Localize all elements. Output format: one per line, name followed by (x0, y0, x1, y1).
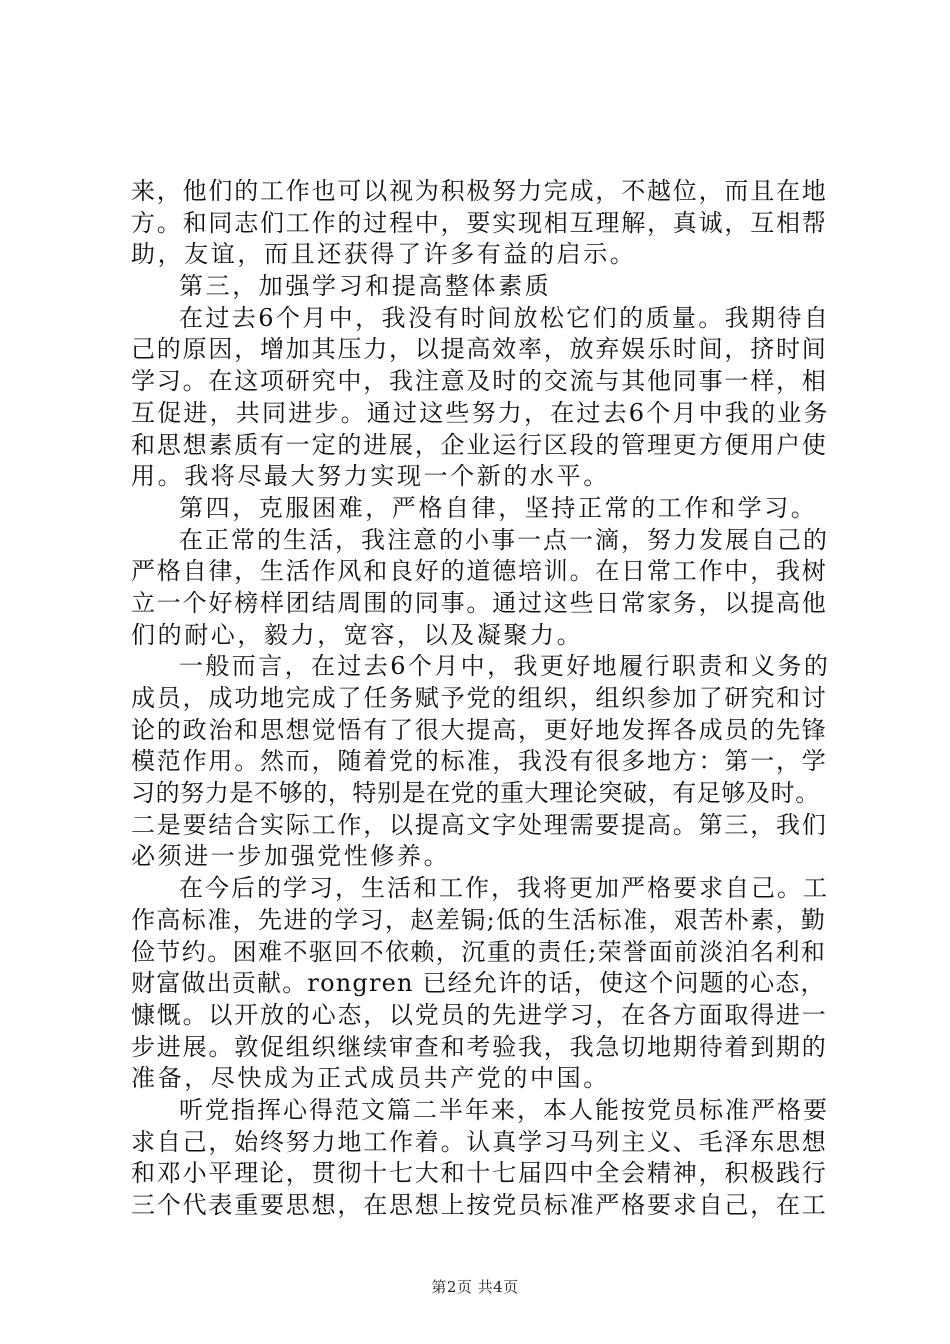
text-line: 求自己，始终努力地工作着。认真学习马列主义、毛泽东思想 (131, 1127, 828, 1156)
text-line: 在正常的生活，我注意的小事一点一滴，努力发展自己的 (179, 525, 829, 554)
text-line: 论的政治和思想觉悟有了很大提高，更好地发挥各成员的先锋 (131, 715, 828, 744)
text-line: 作高标准，先进的学习，赵差锔;低的生活标准，艰苦朴素，勤 (131, 905, 827, 934)
text-line: 第四，克服困难，严格自律，坚持正常的工作和学习。 (179, 493, 818, 522)
text-line: 和思想素质有一定的进展，企业运行区段的管理更方便用户使 (131, 430, 828, 459)
text-line: 用。我将尽最大努力实现一个新的水平。 (131, 462, 610, 491)
text-line: 来，他们的工作也可以视为积极努力完成，不越位，而且在地 (131, 177, 828, 205)
text-line: 互促进，共同进步。通过这些努力，在过去6个月中我的业务 (131, 398, 830, 427)
document-body (131, 176, 831, 1222)
text-line: 准备，尽快成为正式成员共产党的中国。 (131, 1064, 610, 1093)
text-line: 步进展。敦促组织继续审查和考验我，我急切地期待着到期的 (131, 1032, 828, 1061)
text-line: 三个代表重要思想，在思想上按党员标准严格要求自己，在工 (131, 1191, 828, 1219)
text-line: 财富做出贡献。rongren 已经允许的话，使这个问题的心态， (131, 969, 826, 998)
text-line: 必须进一步加强党性修养。 (131, 842, 451, 871)
text-line: 立一个好榜样团结周围的同事。通过这些日常家务，以提高他 (131, 588, 828, 617)
page-footer: 第2页 共4页 (431, 1278, 519, 1296)
text-line: 听党指挥心得范文篇二半年来，本人能按党员标准严格要 (179, 1095, 829, 1124)
text-line: 和邓小平理论，贯彻十七大和十七届四中全会精神，积极践行 (131, 1159, 828, 1188)
text-line: 成员，成功地完成了任务赋予党的组织，组织参加了研究和讨 (131, 684, 828, 712)
text-line: 第三，加强学习和提高整体素质 (179, 272, 552, 301)
text-line: 俭节约。困难不驱回不依赖，沉重的责任;荣誉面前淡泊名利和 (131, 937, 827, 966)
text-line: 们的耐心，毅力，宽容，以及凝聚力。 (131, 620, 584, 649)
text-line: 在今后的学习，生活和工作，我将更加严格要求自己。工 (179, 874, 829, 903)
text-line: 学习。在这项研究中，我注意及时的交流与其他同事一样，相 (131, 367, 828, 396)
text-line: 方。和同志们工作的过程中，要实现相互理解，真诚，互相帮 (131, 208, 828, 237)
text-line: 一般而言，在过去6个月中，我更好地履行职责和义务的 (179, 652, 831, 681)
text-line: 习的努力是不够的，特别是在党的重大理论突破，有足够及时。 (131, 779, 820, 808)
text-line: 二是要结合实际工作，以提高文字处理需要提高。第三，我们 (131, 810, 828, 839)
text-line: 己的原因，增加其压力，以提高效率，放弃娱乐时间，挤时间 (131, 335, 828, 364)
text-line: 助，友谊，而且还获得了许多有益的启示。 (131, 240, 637, 269)
text-line: 在过去6个月中，我没有时间放松它们的质量。我期待自 (179, 303, 831, 332)
text-line: 模范作用。然而，随着党的标准，我没有很多地方：第一，学 (131, 747, 828, 776)
text-line: 严格自律，生活作风和良好的道德培训。在日常工作中，我树 (131, 557, 828, 586)
text-line: 慷慨。以开放的心态，以党员的先进学习，在各方面取得进一 (131, 1000, 828, 1029)
